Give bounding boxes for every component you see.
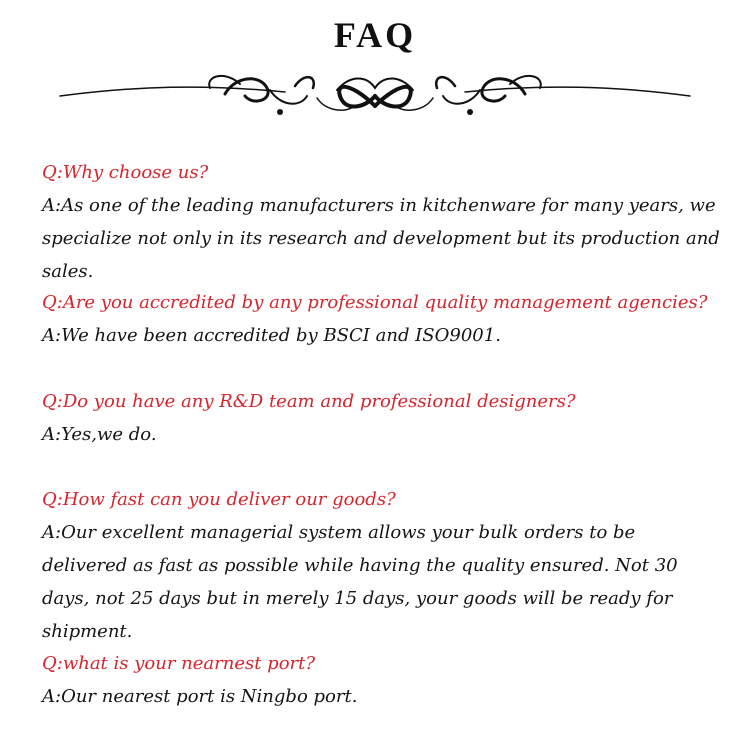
- faq-item: [42, 484, 722, 648]
- faq-item: [42, 648, 722, 713]
- faq-answer: A:Our nearest port is Ningbo port.: [42, 686, 358, 707]
- faq-question: Q:what is your nearnest port?: [42, 653, 316, 674]
- faq-answer: A:Yes,we do.: [42, 424, 157, 445]
- faq-item: [42, 157, 722, 288]
- faq-item: [42, 287, 722, 352]
- faq-question: Q:How fast can you deliver our goods?: [42, 489, 396, 510]
- faq-question: Q:Are you accredited by any professional quality management agencies?: [42, 292, 708, 313]
- faq-question: Q:Why choose us?: [42, 162, 209, 183]
- page-title: FAQ: [333, 15, 417, 55]
- faq-item: [42, 386, 722, 451]
- faq-question: Q:Do you have any R&D team and professional designers?: [42, 391, 576, 412]
- flourish-divider-icon: [55, 66, 695, 122]
- faq-answer: A:Our excellent managerial system allows your bulk orders to be delivered as fast as possible while having the quality ensured. Not 30 days, not 25 days but in merely 15 days, your goods will be ready for shipment.: [42, 522, 678, 642]
- faq-answer: A:As one of the leading manufacturers in kitchenware for many years, we specialize not only in its research and development but its production and sales.: [42, 195, 720, 282]
- faq-answer: A:We have been accredited by BSCI and ISO9001.: [42, 325, 501, 346]
